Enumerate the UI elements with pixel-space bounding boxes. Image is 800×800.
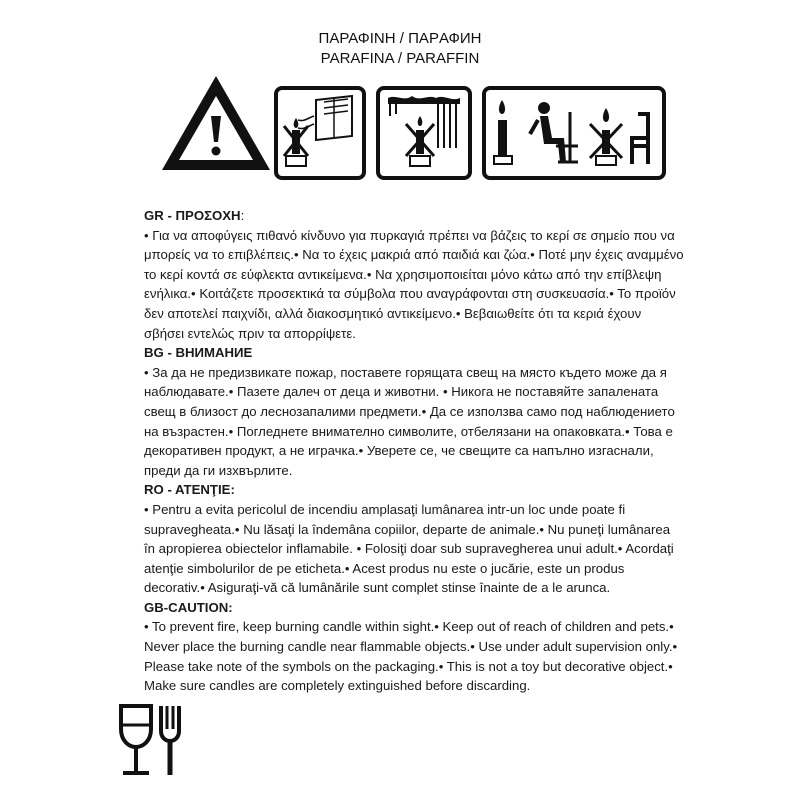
section-bg-heading: BG - ВНИМАНИЕ bbox=[144, 345, 253, 361]
section-ro bbox=[144, 480, 684, 598]
section-gb-body: • To prevent fire, keep burning candle within sight.• Keep out of reach of children and pets.• Never place the burning candle near flammable objects.• Use under adult supervision only.• Please take note of the symbols on the packaging.• This is not a toy but decorative object.• Make sure candles are completely extinguished before discarding. bbox=[144, 619, 678, 694]
no-candle-near-curtains-icon bbox=[376, 86, 472, 180]
section-gr-heading: GR - ΠΡΟΣΟΧΗ bbox=[144, 208, 241, 223]
section-ro-heading: RO - ATENŢIE: bbox=[144, 482, 235, 498]
section-gb bbox=[144, 598, 684, 696]
section-ro-body: • Pentru a evita pericolul de incendiu amplasaţi lumânarea intr-un loc unde poate fi supravegheata.• Nu lăsaţi la îndemâna copiilor, departe de animale.• Nu puneţi lumânarea în apropierea obiectelor inflamabile. • Folosiţi doar sub supravegherea unui adult.• Acordaţi atenţie simbolurilor de pe eticheta.• Acest produs nu este o jucărie, este un produs decorativ.• Asiguraţi-vă că lumânările sunt complet stinse înainte de a le arunca. bbox=[144, 501, 674, 596]
section-gr-heading-colon: : bbox=[240, 208, 245, 223]
warning-triangle-icon bbox=[160, 74, 272, 174]
section-bg bbox=[144, 343, 684, 480]
section-bg-body: • За да не предизвикате пожар, поставете горящата свещ на място където може да я наблюдавате.• Пазете далеч от деца и животни. • Никога не поставяйте запалената свещ в близост до леснозапалими предмети.• Да се използва само под наблюдението на възрастен.• Погледнете внимателно символите, отбелязани на опаковката.• Това е декоративен продукт, а не играчка.• Уверете се, че свещите са напълно изгаснали, преди да ги изхвърлите. bbox=[144, 364, 675, 478]
candle-supervision-icon bbox=[482, 86, 666, 180]
safety-icons-row bbox=[160, 74, 670, 184]
section-gr bbox=[144, 206, 684, 343]
safety-instructions bbox=[144, 206, 684, 696]
section-gb-heading: GB-CAUTION: bbox=[144, 599, 233, 615]
no-candle-near-draft-icon bbox=[274, 86, 366, 180]
section-gr-body: • Για να αποφύγεις πιθανό κίνδυνο για πυρκαγιά πρέπει να βάζεις το κερί σε σημείο που να μπορείς να το επιβλέπεις.• Να το έχεις μακριά από παιδιά και ζώα.• Ποτέ μην έχεις αναμμένο το κερί κοντά σε εύφλεκτα αντικείμενα.• Να χρησιμοποιείται μόνο κάτω από την επίβλεψη ενήλικα.• Κοιτάζετε προσεκτικά τα σύμβολα που αναγράφονται στη συσκευασία.• Το προϊόν δεν αποτελεί παιχνίδι, αλλά διακοσμητικό αντικείμενο.• Βεβαιωθείτε ότι τα κεριά έχουν σβήσει εντελώς πριν τα απορρίψετε. bbox=[144, 227, 684, 341]
product-title-line2: PARAFINA / PARAFFIN bbox=[320, 50, 480, 67]
food-safe-glass-fork-icon bbox=[117, 703, 185, 779]
product-title-line1: ΠΑΡΑΦΙΝΗ / ΠΑΡАФИН bbox=[318, 30, 482, 47]
